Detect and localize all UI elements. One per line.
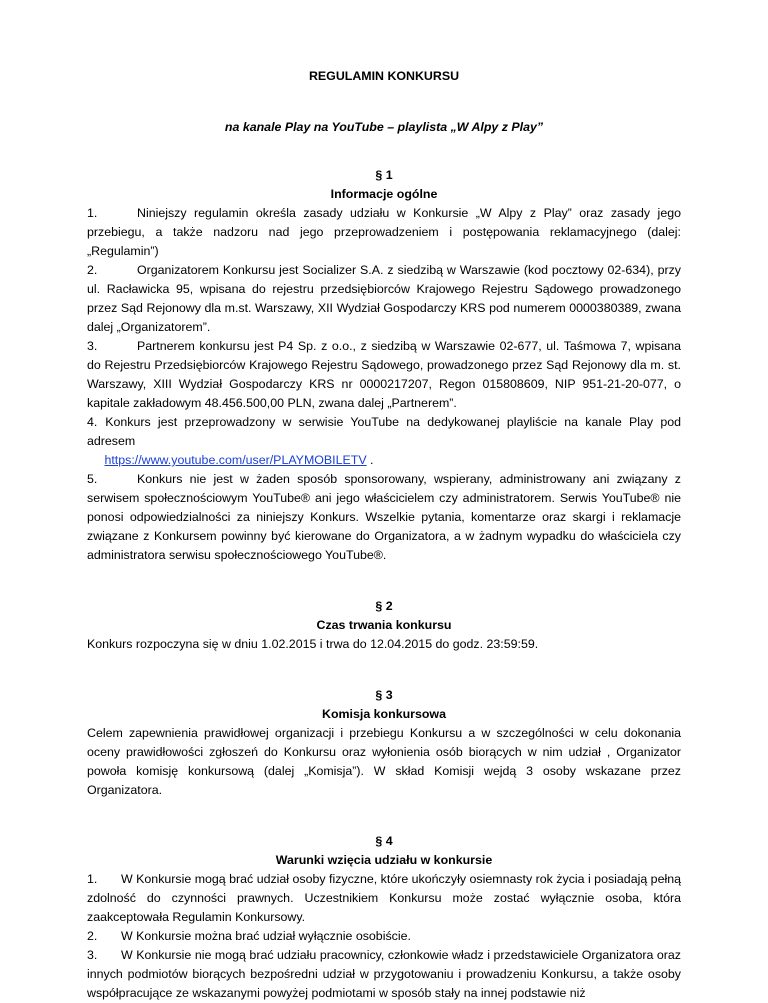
youtube-channel-link[interactable]: https://www.youtube.com/user/PLAYMOBILETV [104, 453, 367, 467]
section-heading: Informacje ogólne [330, 187, 438, 201]
paragraph: Celem zapewnienia prawidłowej organizacji i przebiegu Konkursu a w szczególności w celu dokonania oceny prawidłowości zgłoszeń do Konkursu oraz wyłonienia osób biorących w nim udział , Organizator powoła komisję konkursową (dalej „Komisja”). W skład Komisji wejdą 3 osoby wskazane przez Organizatora. [87, 726, 681, 797]
section-number: § 1 [375, 168, 393, 182]
list-item [87, 470, 681, 565]
item-text: W Konkursie nie mogą brać udziału pracownicy, członkowie władz i przedstawiciele Organizatora oraz innych podmiotów biorących bezpośredni udział w przygotowaniu i prowadzeniu Konkursu, a także osoby współpracujące ze wskazanymi powyżej podmiotami w sposób stały na innej podstawie niż [87, 948, 681, 1000]
section-2 [87, 597, 681, 654]
section-heading: Komisja konkursowa [322, 707, 446, 721]
item-text: W Konkursie mogą brać udział osoby fizyczne, które ukończyły osiemnasty rok życia i posiadają pełną zdolność do czynności prawnych. Uczestnikiem Konkursu może zostać wyłącznie osoba, która zaakceptowała Regulamin Konkursowy. [87, 872, 681, 924]
section-number: § 4 [375, 834, 393, 848]
section-heading: Czas trwania konkursu [316, 618, 452, 632]
list-item [87, 204, 681, 261]
list-item [87, 870, 681, 927]
list-item [87, 337, 681, 413]
document-subtitle: na kanale Play na YouTube – playlista „W Alpy z Play” [224, 120, 544, 134]
item-text: Konkurs jest przeprowadzony w serwisie YouTube na dedykowanej playliście na kanale Play pod adresem [87, 415, 681, 448]
item-text-after: . [366, 453, 374, 467]
item-number: 2. [87, 929, 98, 943]
item-number: 5. [87, 472, 98, 486]
item-number: 1. [87, 206, 98, 220]
section-1 [87, 166, 681, 565]
section-heading: Warunki wzięcia udziału w konkursie [275, 853, 493, 867]
item-number: 2. [87, 263, 98, 277]
list-item [87, 946, 681, 1003]
list-item [87, 261, 681, 337]
item-number: 3. [87, 339, 98, 353]
list-item [87, 413, 681, 470]
item-text: Niniejszy regulamin określa zasady udziału w Konkursie „W Alpy z Play” oraz zasady jego przebiegu, a także nadzoru nad jego przeprowadzeniem i postępowania reklamacyjnego (dalej: „Regulamin”) [87, 206, 681, 258]
section-4 [87, 832, 681, 1003]
document-title: REGULAMIN KONKURSU [308, 69, 460, 83]
item-text: Partnerem konkursu jest P4 Sp. z o.o., z siedzibą w Warszawie 02-677, ul. Taśmowa 7, wpisana do Rejestru Przedsiębiorców Krajowego Rejestru Sądowego, prowadzonego przez Sąd Rejonowy dla m. st. Warszawy, XIII Wydział Gospodarczy KRS nr 0000217207, Regon 015808609, NIP 951-21-20-077, o kapitale zakładowym 48.456.500,00 PLN, zwana dalej „Partnerem”. [87, 339, 681, 410]
item-text: Konkurs nie jest w żaden sposób sponsorowany, wspierany, administrowany ani związany z serwisem społecznościowym YouTube® ani jego właścicielem czy administratorem. Serwis YouTube® nie ponosi odpowiedzialności za niniejszy Konkurs. Wszelkie pytania, komentarze oraz skargi i reklamacje związane z Konkursem powinny być kierowane do Organizatora, a w żadnym wypadku do właściciela czy administratora serwisu społecznościowego YouTube®. [87, 472, 681, 562]
list-item [87, 927, 681, 946]
section-3 [87, 686, 681, 800]
item-number: 1. [87, 872, 98, 886]
item-number: 4. [87, 415, 98, 429]
item-number: 3. [87, 948, 98, 962]
section-number: § 3 [375, 688, 393, 702]
item-text: Organizatorem Konkursu jest Socializer S.A. z siedzibą w Warszawie (kod pocztowy 02-634), przy ul. Racławicka 95, wpisana do rejestru przedsiębiorców Krajowego Rejestru Sądowego prowadzonego przez Sąd Rejonowy dla m.st. Warszawy, XII Wydział Gospodarczy KRS pod numerem 0000380389, zwana dalej „Organizatorem”. [87, 263, 681, 334]
paragraph: Konkurs rozpoczyna się w dniu 1.02.2015 i trwa do 12.04.2015 do godz. 23:59:59. [87, 637, 539, 651]
section-number: § 2 [375, 599, 393, 613]
item-text: W Konkursie można brać udział wyłącznie osobiście. [121, 929, 411, 943]
